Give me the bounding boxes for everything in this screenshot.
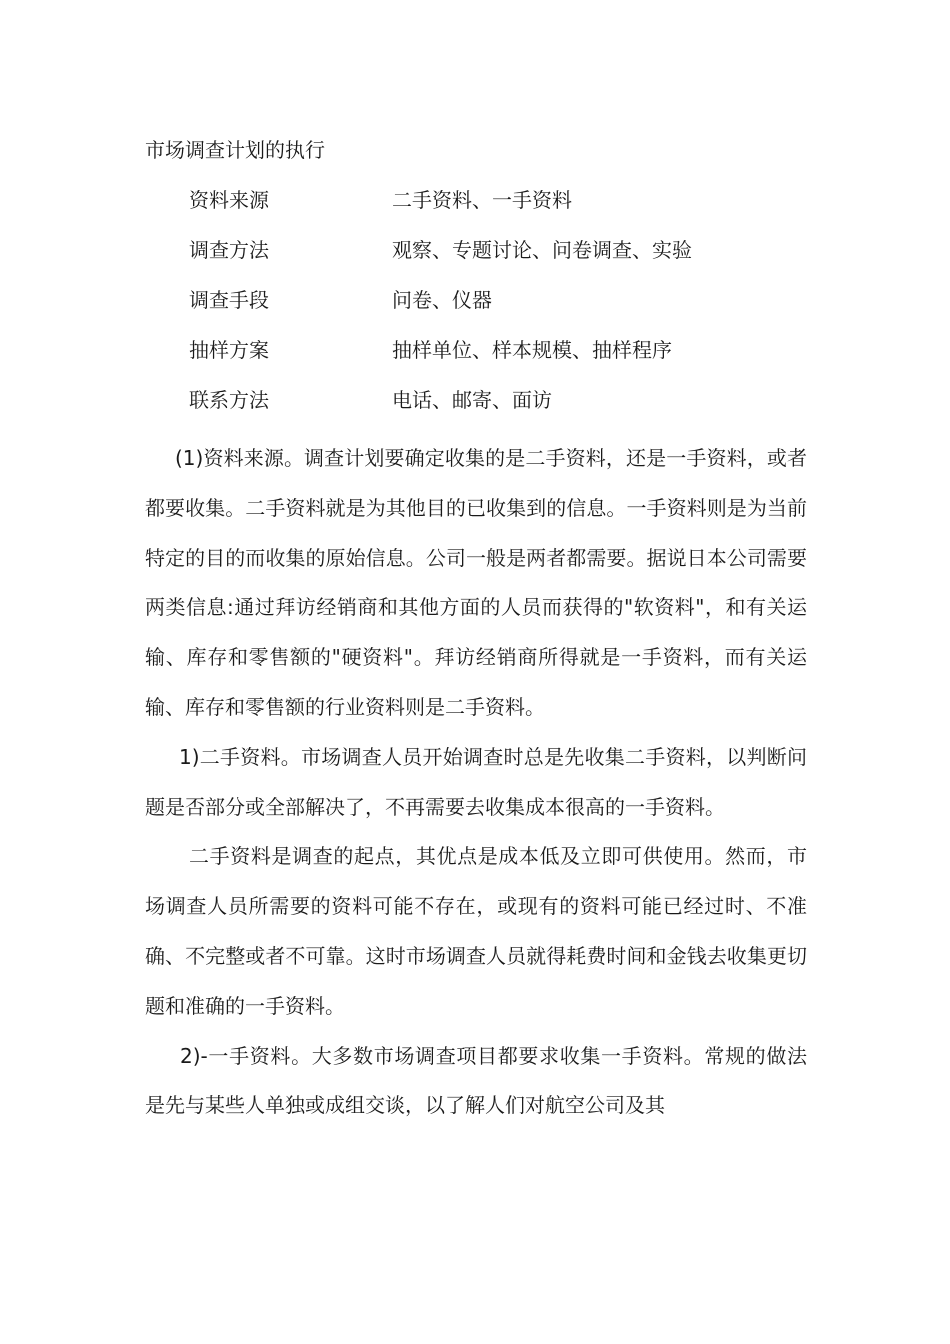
plan-label: 调查手段 xyxy=(189,288,269,312)
plan-row-source xyxy=(189,186,809,236)
paragraph-primary-data: 2)-一手资料。大多数市场调查项目都要求收集一手资料。常规的做法是先与某些人单独或成组交谈，以了解人们对航空公司及其 xyxy=(145,1043,807,1118)
plan-value: 观察、专题讨论、问卷调查、实验 xyxy=(392,238,692,262)
paragraph-secondary-data: 1)二手资料。市场调查人员开始调查时总是先收集二手资料，以判断问题是否部分或全部解决了，不再需要去收集成本很高的一手资料。 xyxy=(145,744,807,819)
plan-row-sampling xyxy=(189,336,809,386)
paragraph-data-source: (1)资料来源。调查计划要确定收集的是二手资料，还是一手资料，或者都要收集。二手资料就是为其他目的已收集到的信息。一手资料则是为当前特定的目的而收集的原始信息。公司一般是两者都需要。据说日本公司需要两类信息:通过拜访经销商和其他方面的人员而获得的"软资料"，和有关运输、库存和零售额的"硬资料"。拜访经销商所得就是一手资料，而有关运输、库存和零售额的行业资料则是二手资料。 xyxy=(145,446,807,719)
section-heading: 市场调查计划的执行 xyxy=(145,138,325,162)
plan-label: 调查方法 xyxy=(189,238,269,262)
plan-value: 二手资料、一手资料 xyxy=(392,188,572,212)
plan-table xyxy=(189,186,809,436)
plan-value: 电话、邮寄、面访 xyxy=(392,388,552,412)
plan-row-means xyxy=(189,286,809,336)
body-text xyxy=(145,434,807,1131)
plan-value: 抽样单位、样本规模、抽样程序 xyxy=(392,338,672,362)
plan-row-contact xyxy=(189,386,809,436)
plan-label: 抽样方案 xyxy=(189,338,269,362)
paragraph-secondary-data-pros-cons: 二手资料是调查的起点，其优点是成本低及立即可供使用。然而，市场调查人员所需要的资料可能不存在，或现有的资料可能已经过时、不准确、不完整或者不可靠。这时市场调查人员就得耗费时间和金钱去收集更切题和准确的一手资料。 xyxy=(145,844,807,1018)
plan-label: 联系方法 xyxy=(189,388,269,412)
plan-row-method xyxy=(189,236,809,286)
plan-label: 资料来源 xyxy=(189,188,269,212)
plan-value: 问卷、仪器 xyxy=(392,288,492,312)
